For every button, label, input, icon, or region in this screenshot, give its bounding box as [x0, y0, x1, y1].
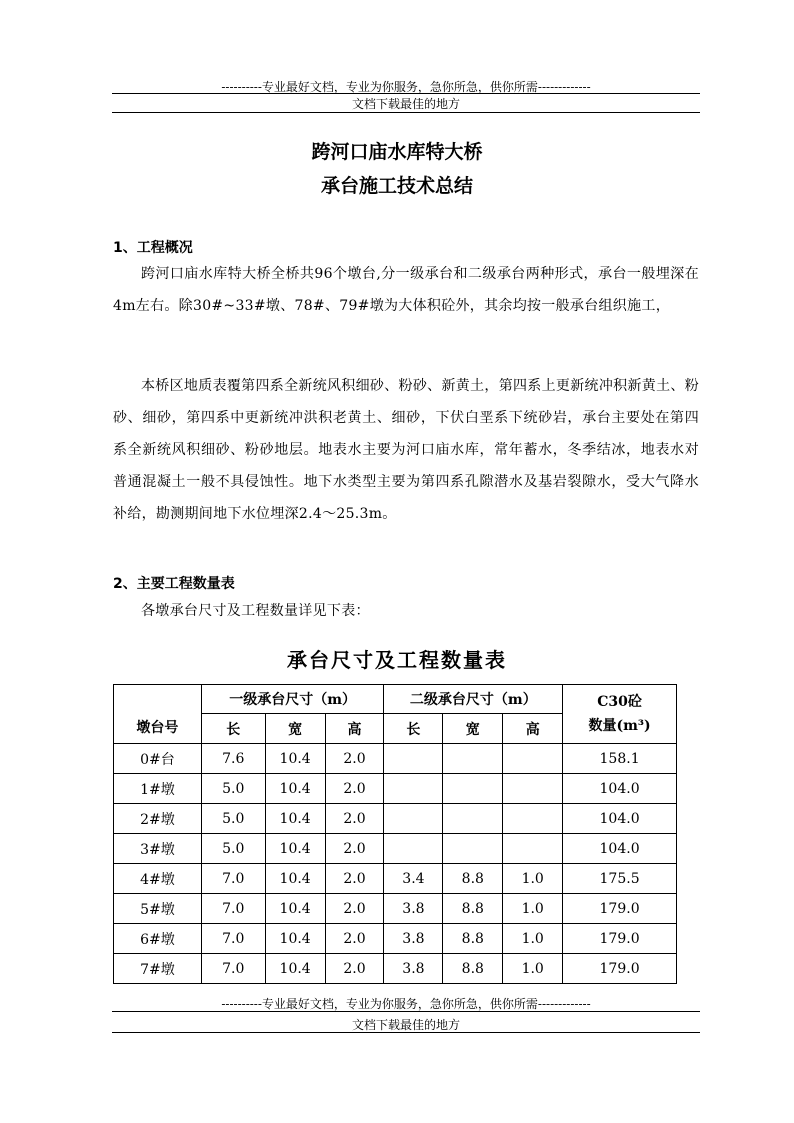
cell-h1: 2.0	[325, 954, 384, 984]
cell-h1: 2.0	[325, 894, 384, 924]
cell-w2	[443, 834, 503, 864]
header-slogan: ----------专业最好文档，专业为你服务，急你所急，供你所需-------------	[221, 80, 591, 94]
cell-w1: 10.4	[265, 864, 325, 894]
cell-w1: 10.4	[265, 804, 325, 834]
table-row	[114, 864, 677, 894]
cell-h1: 2.0	[325, 834, 384, 864]
cell-pier: 4#墩	[114, 864, 202, 894]
cell-h1: 2.0	[325, 774, 384, 804]
section-heading-quantities: 2、主要工程数量表	[113, 576, 235, 592]
cell-w2: 8.8	[443, 864, 503, 894]
cell-vol: 179.0	[563, 924, 677, 954]
cell-h2: 1.0	[503, 954, 563, 984]
header-h1: 高	[325, 714, 384, 744]
cell-l2: 3.8	[384, 954, 443, 984]
cell-w1: 10.4	[265, 834, 325, 864]
cell-l1: 5.0	[201, 774, 265, 804]
cell-w2	[443, 804, 503, 834]
header-c30: C30砼 数量(m³)	[563, 685, 677, 744]
cell-h1: 2.0	[325, 864, 384, 894]
cell-pier: 0#台	[114, 744, 202, 774]
cell-h2: 1.0	[503, 894, 563, 924]
cell-w1: 10.4	[265, 744, 325, 774]
cell-vol: 175.5	[563, 864, 677, 894]
cell-l2	[384, 774, 443, 804]
footer-subtitle: 文档下载最佳的地方	[351, 1018, 460, 1032]
paragraph-overview-2: 本桥区地质表覆第四系全新统风积细砂、粉砂、新黄土，第四系上更新统冲积新黄土、粉砂、细砂，第四系中更新统冲洪积老黄土、细砂，下伏白垩系下统砂岩，承台主要处在第四系全新统风积细砂、粉砂地层。地表水主要为河口庙水库，常年蓄水，冬季结冰，地表水对普通混凝土一般不具侵蚀性。地下水类型主要为第四系孔隙潜水及基岩裂隙水，受大气降水补给，勘测期间地下水位埋深2.4～25.3m。	[113, 378, 699, 522]
header-h2: 高	[503, 714, 563, 744]
cell-w2: 8.8	[443, 894, 503, 924]
table-row	[114, 804, 677, 834]
table-row	[114, 954, 677, 984]
table-row	[114, 924, 677, 954]
table-row	[114, 894, 677, 924]
cell-l1: 7.0	[201, 864, 265, 894]
cell-h2	[503, 744, 563, 774]
cell-l2: 3.8	[384, 924, 443, 954]
header-l1: 长	[201, 714, 265, 744]
cell-l2	[384, 834, 443, 864]
cell-l2	[384, 744, 443, 774]
header-group-second-cap: 二级承台尺寸（m）	[384, 685, 563, 714]
cell-vol: 179.0	[563, 894, 677, 924]
doc-title-line1: 跨河口庙水库特大桥	[311, 141, 483, 163]
cell-vol: 179.0	[563, 954, 677, 984]
table-row	[114, 834, 677, 864]
cell-vol: 158.1	[563, 744, 677, 774]
section-heading-overview: 1、工程概况	[113, 240, 193, 256]
header-subtitle: 文档下载最佳的地方	[351, 97, 460, 111]
cell-w2	[443, 774, 503, 804]
cell-l1: 5.0	[201, 804, 265, 834]
quantity-table	[113, 684, 677, 984]
cell-pier: 6#墩	[114, 924, 202, 954]
cell-l1: 7.0	[201, 954, 265, 984]
footer-rule-bottom	[112, 1032, 700, 1033]
cell-h2: 1.0	[503, 924, 563, 954]
header-pier: 墩台号	[114, 685, 202, 744]
table-row	[114, 774, 677, 804]
cell-pier: 1#墩	[114, 774, 202, 804]
cell-l1: 7.0	[201, 894, 265, 924]
paragraph-overview-1: 跨河口庙水库特大桥全桥共96个墩台,分一级承台和二级承台两种形式，承台一般埋深在4m左右。除30#~33#墩、78#、79#墩为大体积砼外，其余均按一般承台组织施工，	[113, 266, 699, 314]
cell-l1: 7.6	[201, 744, 265, 774]
footer-rule	[112, 1011, 700, 1012]
cell-l1: 5.0	[201, 834, 265, 864]
table-header-row-1	[114, 685, 677, 714]
cell-h2	[503, 804, 563, 834]
cell-w2	[443, 744, 503, 774]
cell-pier: 3#墩	[114, 834, 202, 864]
cell-vol: 104.0	[563, 834, 677, 864]
header-group-first-cap: 一级承台尺寸（m）	[201, 685, 384, 714]
cell-l2	[384, 804, 443, 834]
cell-l2: 3.4	[384, 864, 443, 894]
cell-pier: 2#墩	[114, 804, 202, 834]
table-title: 承台尺寸及工程数量表	[287, 648, 507, 672]
footer-slogan: ----------专业最好文档，专业为你服务，急你所急，供你所需-------------	[221, 997, 591, 1011]
header-w1: 宽	[265, 714, 325, 744]
cell-w1: 10.4	[265, 924, 325, 954]
cell-vol: 104.0	[563, 774, 677, 804]
cell-pier: 7#墩	[114, 954, 202, 984]
cell-h2: 1.0	[503, 864, 563, 894]
cell-h1: 2.0	[325, 924, 384, 954]
table-row	[114, 744, 677, 774]
cell-w2: 8.8	[443, 954, 503, 984]
cell-w1: 10.4	[265, 894, 325, 924]
cell-w1: 10.4	[265, 774, 325, 804]
cell-vol: 104.0	[563, 804, 677, 834]
cell-w1: 10.4	[265, 954, 325, 984]
cell-pier: 5#墩	[114, 894, 202, 924]
header-rule-bottom	[112, 112, 700, 113]
cell-h1: 2.0	[325, 804, 384, 834]
cell-l2: 3.8	[384, 894, 443, 924]
cell-w2: 8.8	[443, 924, 503, 954]
header-rule	[112, 93, 700, 94]
cell-h2	[503, 834, 563, 864]
cell-h1: 2.0	[325, 744, 384, 774]
paragraph-quantities-intro: 各墩承台尺寸及工程数量详见下表：	[141, 603, 370, 619]
cell-l1: 7.0	[201, 924, 265, 954]
cell-h2	[503, 774, 563, 804]
doc-title-line2: 承台施工技术总结	[320, 175, 473, 197]
header-l2: 长	[384, 714, 443, 744]
header-w2: 宽	[443, 714, 503, 744]
